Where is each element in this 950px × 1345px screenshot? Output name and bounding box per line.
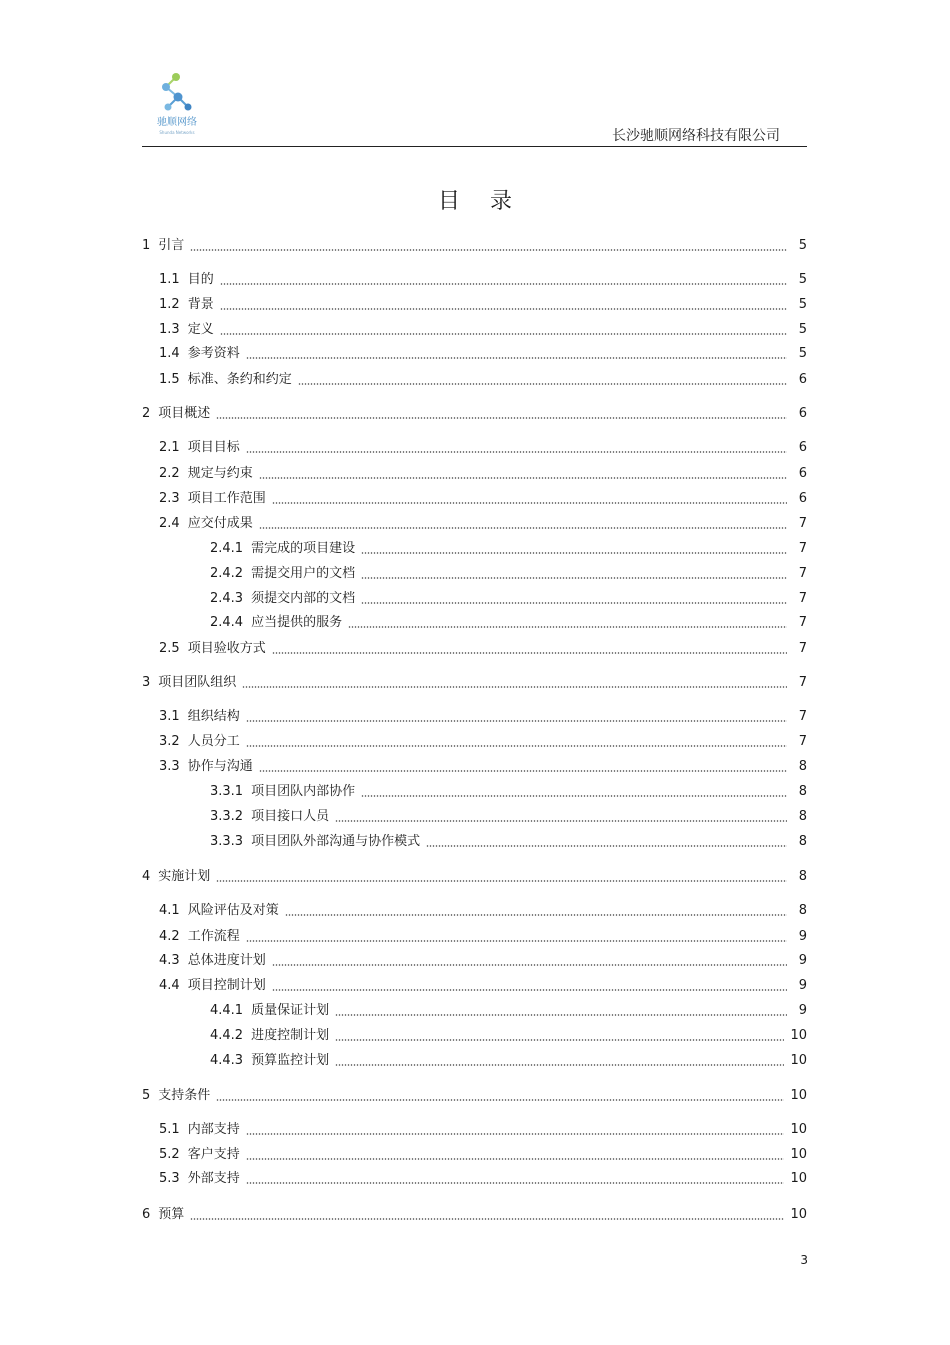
toc-entry-label: 协作与沟通 (187, 759, 253, 774)
toc-entry[interactable] (159, 1121, 807, 1139)
logo-subtext: Shunda Networks (159, 130, 195, 135)
toc-dot-leader (335, 820, 787, 822)
toc-entry[interactable] (159, 928, 807, 946)
toc-entry-label: 项目概述 (158, 406, 211, 421)
toc-entry-number: 1.5 (159, 372, 180, 387)
toc-entry-label: 支持条件 (158, 1088, 211, 1103)
toc-entry-number: 3.3.2 (210, 809, 244, 824)
toc-entry-label: 定义 (187, 322, 214, 337)
toc-entry[interactable] (159, 439, 807, 457)
toc-entry-label: 预算监控计划 (251, 1053, 330, 1068)
toc-entry-label: 需提交用户的文档 (251, 566, 356, 581)
toc-entry-number: 4.4.3 (210, 1053, 244, 1068)
toc-dot-leader (220, 283, 787, 285)
toc-entry-number: 5.2 (159, 1147, 180, 1162)
toc-entry-label: 目的 (187, 272, 214, 287)
toc-entry[interactable] (210, 540, 807, 558)
toc-entry-page: 7 (798, 591, 807, 606)
toc-entry-label: 需完成的项目建设 (251, 541, 356, 556)
header-divider (142, 146, 807, 147)
toc-dot-leader (348, 626, 787, 628)
toc-entry-label: 客户支持 (187, 1147, 240, 1162)
toc-entry[interactable] (159, 977, 807, 995)
toc-title: 目录 (437, 189, 542, 214)
toc-entry-page: 6 (798, 372, 807, 387)
toc-entry-label: 应交付成果 (187, 516, 253, 531)
toc-entry-number: 2.3 (159, 491, 180, 506)
toc-entry-label: 背景 (187, 297, 214, 312)
toc-entry[interactable] (159, 708, 807, 726)
toc-entry[interactable] (210, 614, 807, 632)
toc-entry-page: 7 (798, 516, 807, 531)
toc-entry[interactable] (210, 1002, 807, 1020)
toc-entry[interactable] (142, 1206, 807, 1224)
toc-entry[interactable] (159, 271, 807, 289)
toc-entry-number: 4.4.2 (210, 1028, 244, 1043)
toc-dot-leader (272, 652, 787, 654)
toc-entry-number: 6 (142, 1207, 151, 1222)
toc-dot-leader (259, 770, 787, 772)
toc-entry-number: 2.4 (159, 516, 180, 531)
toc-entry-number: 2.4.3 (210, 591, 244, 606)
toc-entry-number: 4 (142, 869, 151, 884)
toc-dot-leader (220, 333, 787, 335)
toc-entry-page: 5 (798, 297, 807, 312)
toc-dot-leader (220, 308, 787, 310)
toc-entry[interactable] (159, 733, 807, 751)
toc-entry-label: 须提交内部的文档 (251, 591, 356, 606)
toc-dot-leader (216, 880, 787, 882)
toc-entry-page: 6 (798, 466, 807, 481)
toc-entry[interactable] (159, 640, 807, 658)
toc-entry[interactable] (159, 321, 807, 339)
toc-entry-page: 7 (798, 566, 807, 581)
toc-entry-page: 5 (798, 238, 807, 253)
toc-entry[interactable] (210, 833, 807, 851)
toc-entry-label: 人员分工 (187, 734, 240, 749)
toc-dot-leader (246, 451, 787, 453)
toc-entry-number: 5.3 (159, 1171, 180, 1186)
toc-entry-page: 7 (798, 641, 807, 656)
toc-entry-page: 7 (798, 675, 807, 690)
toc-dot-leader (246, 1133, 785, 1135)
toc-dot-leader (272, 964, 787, 966)
toc-entry-page: 10 (790, 1147, 807, 1162)
toc-entry[interactable] (142, 405, 807, 423)
toc-entry-page: 9 (798, 929, 807, 944)
toc-entry-page: 9 (798, 1003, 807, 1018)
toc-entry[interactable] (159, 345, 807, 363)
toc-entry[interactable] (159, 515, 807, 533)
toc-entry-number: 3.3 (159, 759, 180, 774)
toc-entry[interactable] (210, 1027, 807, 1045)
toc-entry[interactable] (210, 1052, 807, 1070)
toc-entry-page: 6 (798, 406, 807, 421)
toc-dot-leader (242, 686, 787, 688)
toc-entry-page: 5 (798, 322, 807, 337)
toc-entry-label: 风险评估及对策 (187, 903, 279, 918)
toc-dot-leader (216, 1099, 784, 1101)
toc-dot-leader (426, 845, 787, 847)
toc-entry-label: 预算 (158, 1207, 185, 1222)
toc-dot-leader (272, 989, 787, 991)
toc-entry-page: 8 (798, 869, 807, 884)
toc-entry-page: 10 (790, 1088, 807, 1103)
page-number: 3 (800, 1253, 808, 1267)
toc-entry-number: 2 (142, 406, 151, 421)
toc-entry-number: 2.4.4 (210, 615, 244, 630)
toc-dot-leader (246, 1158, 785, 1160)
toc-entry-page: 8 (798, 809, 807, 824)
toc-entry-label: 项目团队组织 (158, 675, 237, 690)
company-name: 长沙驰顺网络科技有限公司 (612, 128, 780, 144)
toc-entry-number: 2.4.2 (210, 566, 244, 581)
toc-entry-number: 1 (142, 238, 151, 253)
toc-entry-page: 6 (798, 491, 807, 506)
toc-entry-number: 1.3 (159, 322, 180, 337)
toc-entry-page: 8 (798, 784, 807, 799)
toc-entry-page: 10 (790, 1122, 807, 1137)
toc-dot-leader (190, 249, 787, 251)
toc-entry-label: 外部支持 (187, 1171, 240, 1186)
toc-dot-leader (298, 383, 787, 385)
toc-entry[interactable] (210, 808, 807, 826)
toc-entry[interactable] (159, 1170, 807, 1188)
toc-entry-label: 应当提供的服务 (251, 615, 343, 630)
toc-entry-number: 3 (142, 675, 151, 690)
toc-entry-number: 4.4.1 (210, 1003, 244, 1018)
toc-entry-number: 5.1 (159, 1122, 180, 1137)
toc-dot-leader (361, 577, 787, 579)
toc-entry-label: 项目目标 (187, 440, 240, 455)
toc-dot-leader (190, 1218, 784, 1220)
toc-entry-number: 3.2 (159, 734, 180, 749)
toc-dot-leader (361, 795, 787, 797)
toc-entry-number: 3.3.1 (210, 784, 244, 799)
toc-entry[interactable] (159, 465, 807, 483)
toc-entry-label: 引言 (158, 238, 185, 253)
toc-dot-leader (246, 357, 787, 359)
toc-entry-number: 2.2 (159, 466, 180, 481)
toc-dot-leader (335, 1064, 784, 1066)
toc-entry[interactable] (210, 565, 807, 583)
toc-entry-number: 2.1 (159, 440, 180, 455)
toc-entry-label: 规定与约束 (187, 466, 253, 481)
toc-entry-page: 10 (790, 1207, 807, 1222)
toc-entry[interactable] (142, 237, 807, 255)
toc-entry-page: 8 (798, 759, 807, 774)
toc-dot-leader (259, 527, 787, 529)
toc-entry-page: 8 (798, 834, 807, 849)
toc-entry-number: 2.4.1 (210, 541, 244, 556)
toc-entry-page: 5 (798, 272, 807, 287)
toc-entry-number: 2.5 (159, 641, 180, 656)
toc-entry-number: 1.2 (159, 297, 180, 312)
toc-entry-label: 实施计划 (158, 869, 211, 884)
toc-entry-label: 项目接口人员 (251, 809, 330, 824)
toc-entry[interactable] (210, 590, 807, 608)
toc-entry-label: 项目团队内部协作 (251, 784, 356, 799)
toc-dot-leader (335, 1039, 784, 1041)
toc-entry[interactable] (159, 1146, 807, 1164)
toc-entry-page: 7 (798, 709, 807, 724)
toc-dot-leader (361, 552, 787, 554)
toc-entry-page: 5 (798, 346, 807, 361)
toc-entry[interactable] (159, 371, 807, 389)
logo-text: 驰顺网络 (157, 117, 197, 128)
toc-entry[interactable] (159, 902, 807, 920)
toc-entry-label: 进度控制计划 (251, 1028, 330, 1043)
toc-entry-page: 9 (798, 953, 807, 968)
toc-entry-page: 10 (790, 1053, 807, 1068)
toc-entry-number: 4.1 (159, 903, 180, 918)
toc-entry[interactable] (159, 952, 807, 970)
company-logo (148, 69, 206, 139)
toc-entry-page: 7 (798, 615, 807, 630)
toc-entry-number: 4.4 (159, 978, 180, 993)
toc-entry-label: 项目验收方式 (187, 641, 266, 656)
toc-entry-label: 项目团队外部沟通与协作模式 (251, 834, 421, 849)
toc-entry-label: 质量保证计划 (251, 1003, 330, 1018)
toc-entry-page: 9 (798, 978, 807, 993)
toc-entry[interactable] (159, 490, 807, 508)
toc-entry-page: 6 (798, 440, 807, 455)
toc-dot-leader (216, 417, 787, 419)
toc-entry-number: 4.3 (159, 953, 180, 968)
toc-entry[interactable] (142, 868, 807, 886)
toc-entry-label: 项目控制计划 (187, 978, 266, 993)
toc-entry[interactable] (210, 783, 807, 801)
toc-entry-page: 10 (790, 1028, 807, 1043)
toc-dot-leader (361, 602, 787, 604)
toc-entry-label: 项目工作范围 (187, 491, 266, 506)
toc-entry-number: 1.4 (159, 346, 180, 361)
toc-dot-leader (246, 720, 787, 722)
toc-entry-number: 4.2 (159, 929, 180, 944)
toc-dot-leader (259, 477, 787, 479)
toc-entry-number: 3.1 (159, 709, 180, 724)
logo-icon (148, 69, 206, 117)
toc-entry-page: 7 (798, 734, 807, 749)
toc-entry-label: 组织结构 (187, 709, 240, 724)
toc-dot-leader (272, 502, 787, 504)
toc-dot-leader (246, 745, 787, 747)
toc-entry[interactable] (142, 1087, 807, 1105)
toc-entry[interactable] (142, 674, 807, 692)
toc-entry-page: 10 (790, 1171, 807, 1186)
toc-entry-label: 参考资料 (187, 346, 240, 361)
toc-entry-label: 总体进度计划 (187, 953, 266, 968)
toc-entry-page: 8 (798, 903, 807, 918)
toc-entry[interactable] (159, 296, 807, 314)
toc-dot-leader (285, 914, 787, 916)
toc-entry-label: 内部支持 (187, 1122, 240, 1137)
toc-entry-page: 7 (798, 541, 807, 556)
toc-entry-label: 标准、条约和约定 (187, 372, 292, 387)
toc-dot-leader (246, 940, 787, 942)
toc-entry[interactable] (159, 758, 807, 776)
toc-entry-number: 5 (142, 1088, 151, 1103)
toc-entry-label: 工作流程 (187, 929, 240, 944)
toc-dot-leader (246, 1182, 785, 1184)
toc-dot-leader (335, 1014, 787, 1016)
toc-entry-number: 3.3.3 (210, 834, 244, 849)
toc-entry-number: 1.1 (159, 272, 180, 287)
